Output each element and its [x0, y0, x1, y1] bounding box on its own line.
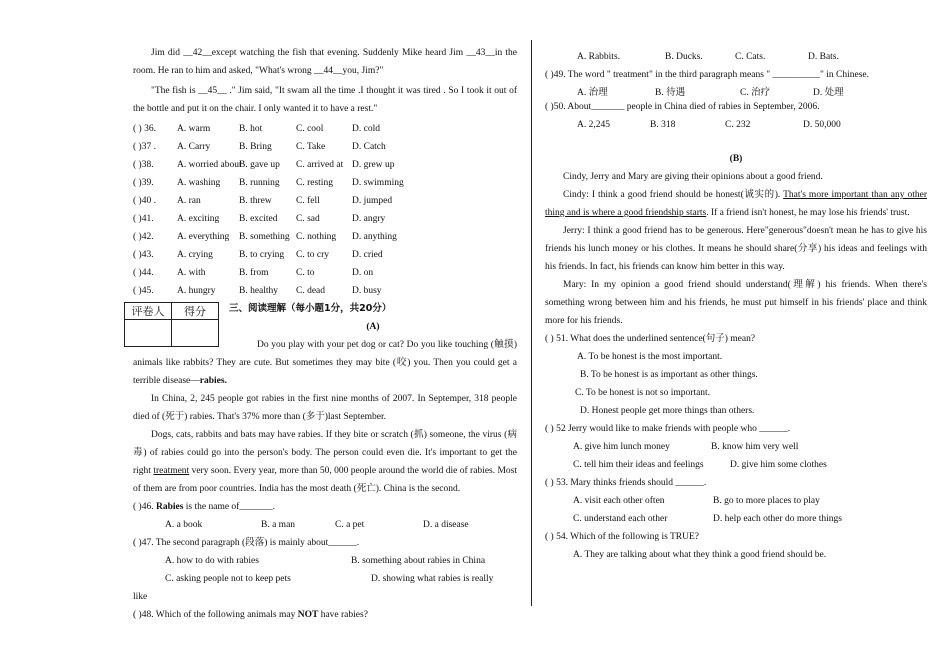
q52-options-row2 — [545, 456, 927, 474]
q52-stem: ( ) 52 Jerry would like to make friends with people who ______. — [545, 424, 791, 434]
q47-option-b[interactable]: B. something about rabies in China — [351, 556, 486, 566]
q50-option-b[interactable]: B. 318 — [650, 120, 676, 130]
score-cell[interactable] — [172, 320, 219, 347]
q52-option-a[interactable]: A. give him lunch money — [573, 442, 670, 452]
cloze-question-row — [133, 138, 517, 156]
q53-option-b[interactable]: B. go to more places to play — [713, 496, 820, 506]
reviewer-cell[interactable] — [125, 320, 172, 347]
q49-option-b[interactable]: B. 待遇 — [655, 88, 686, 98]
cloze-option[interactable]: C. nothing — [296, 232, 337, 242]
q48-option-b[interactable]: B. Ducks. — [665, 52, 703, 62]
section3-header — [133, 300, 517, 356]
cloze-option[interactable]: B. running — [239, 178, 280, 188]
cloze-option[interactable]: D. cold — [352, 124, 380, 134]
q53-option-c[interactable]: C. understand each other — [573, 514, 668, 524]
q46-option[interactable]: A. a book — [165, 520, 203, 530]
q53-option-a[interactable]: A. visit each other often — [573, 496, 665, 506]
cloze-option[interactable]: B. healthy — [239, 286, 279, 296]
q48-option-c[interactable]: C. Cats. — [735, 52, 766, 62]
cloze-question-row — [133, 282, 517, 300]
left-column — [133, 44, 517, 624]
cloze-option[interactable]: C. sad — [296, 214, 320, 224]
cloze-question-row — [133, 156, 517, 174]
q54-stem: ( ) 54. Which of the following is TRUE? — [545, 532, 699, 542]
q46-option[interactable]: D. a disease — [423, 520, 469, 530]
cloze-question-row — [133, 192, 517, 210]
column-divider — [531, 40, 532, 606]
q49-option-c[interactable]: C. 治疗 — [740, 88, 771, 98]
q48-options — [545, 48, 927, 66]
passage-b-jerry: Jerry: I think a good friend has to be generous. Here"generous"doesn't mean he has to give his friends his lunch money or his clothes. It means he should share(分享) his ideas and feelings with his friends. In fact, his friends can know him better in this way. — [545, 226, 927, 272]
question-number[interactable]: ( )41. — [133, 214, 154, 224]
q47-option-d[interactable]: D. showing what rabies is really — [371, 574, 494, 584]
q46-option[interactable]: B. a man — [261, 520, 296, 530]
q50-stem: ( )50. About_______ people in China died of rabies in September, 2006. — [545, 102, 820, 112]
q49-option-a[interactable]: A. 治理 — [577, 88, 608, 98]
question-number[interactable]: ( )40 . — [133, 196, 156, 206]
reviewer-label: 评卷人 — [125, 303, 172, 320]
cloze-option[interactable]: A. with — [177, 268, 206, 278]
cloze-option[interactable]: B. threw — [239, 196, 272, 206]
q52-options-row1 — [545, 438, 927, 456]
q47-option-c[interactable]: C. asking people not to keep pets — [165, 574, 291, 584]
cloze-option[interactable]: B. from — [239, 268, 269, 278]
cloze-question-row — [133, 120, 517, 138]
q53-options-row1 — [545, 492, 927, 510]
question-number[interactable]: ( )37 . — [133, 142, 156, 152]
passage-b-mary: Mary: In my opinion a good friend should understand(理解) his friends. When there's something wrong between him and his friends, he must put himself in his friends' place and think more for his friends. — [545, 280, 927, 326]
passage-b-intro: Cindy, Jerry and Mary are giving their opinions about a good friend. — [563, 172, 823, 182]
cloze-option[interactable]: D. angry — [352, 214, 386, 224]
section3-title: 三、阅读理解（每小题1分，共20分） — [229, 303, 392, 314]
cloze-option[interactable]: D. busy — [352, 286, 382, 296]
q51-option-b[interactable]: B. To be honest is as important as other things. — [580, 370, 758, 380]
cloze-question-row — [133, 264, 517, 282]
cloze-question-row — [133, 246, 517, 264]
underlined-sentence: That's more important than any other thing and is where a good friendship starts — [545, 190, 927, 218]
score-label: 得分 — [172, 303, 219, 320]
q49-options — [545, 84, 927, 102]
cloze-option[interactable]: A. hungry — [177, 286, 216, 296]
cloze-option[interactable]: A. Carry — [177, 142, 211, 152]
score-box — [124, 302, 219, 347]
cloze-option[interactable]: D. jumped — [352, 196, 393, 206]
cloze-option[interactable]: A. worried about — [177, 160, 242, 170]
question-number[interactable]: ( )43. — [133, 250, 154, 260]
q49-option-d[interactable]: D. 处理 — [813, 88, 844, 98]
right-column — [545, 44, 927, 564]
cloze-option[interactable]: D. on — [352, 268, 374, 278]
passage-b-label: (B) — [729, 154, 743, 164]
cloze-question-row — [133, 210, 517, 228]
cloze-option[interactable]: B. Bring — [239, 142, 272, 152]
q49-stem: ( )49. The word " treatment" in the third paragraph means " __________" in Chinese. — [545, 70, 870, 80]
cloze-paragraph-1: Jim did __42__except watching the fish that evening. Suddenly Mike heard Jim __43__in the room. He ran to him and asked, "What's wrong __44__you, Jim?" — [133, 48, 517, 76]
cloze-option[interactable]: D. anything — [352, 232, 397, 242]
cloze-option[interactable]: B. to crying — [239, 250, 285, 260]
q46-stem: ( )46. Rabies is the name of_______. — [133, 502, 275, 512]
q53-stem: ( ) 53. Mary thinks friends should ______. — [545, 478, 707, 488]
q47-stem: ( )47. The second paragraph (段落) is mainly about______. — [133, 538, 360, 548]
cloze-option[interactable]: A. crying — [177, 250, 213, 260]
cloze-option[interactable]: A. warm — [177, 124, 211, 134]
q50-option-d[interactable]: D. 50,000 — [803, 120, 841, 130]
question-number[interactable]: ( ) 36. — [133, 124, 156, 134]
q50-option-a[interactable]: A. 2,245 — [577, 120, 610, 130]
q48-option-d[interactable]: D. Bats. — [808, 52, 839, 62]
q52-option-d[interactable]: D. give him some clothes — [730, 460, 827, 470]
q48-option-a[interactable]: A. Rabbits. — [577, 52, 621, 62]
rabies-term: rabies. — [199, 376, 227, 386]
question-number[interactable]: ( )38. — [133, 160, 154, 170]
cloze-option[interactable]: C. cool — [296, 124, 324, 134]
cloze-option[interactable]: B. something — [239, 232, 290, 242]
question-number[interactable]: ( )44. — [133, 268, 154, 278]
q48-stem: ( )48. Which of the following animals may NOT have rabies? — [133, 610, 368, 620]
q53-option-d[interactable]: D. help each other do more things — [713, 514, 843, 524]
q47-options-row2 — [133, 570, 517, 588]
cloze-option[interactable]: B. gave up — [239, 160, 280, 170]
q51-option-a[interactable]: A. To be honest is the most important. — [577, 352, 723, 362]
cloze-option[interactable]: B. hot — [239, 124, 263, 134]
cloze-option[interactable]: A. washing — [177, 178, 221, 188]
q52-option-b[interactable]: B. know him very well — [711, 442, 799, 452]
q47-options-row1 — [133, 552, 517, 570]
cloze-question-list — [133, 120, 517, 300]
cloze-option[interactable]: A. everything — [177, 232, 230, 242]
cloze-question-row — [133, 228, 517, 246]
cloze-option[interactable]: A. ran — [177, 196, 201, 206]
cloze-option[interactable]: D. Catch — [352, 142, 386, 152]
cloze-option[interactable]: B. excited — [239, 214, 278, 224]
q50-option-c[interactable]: C. 232 — [725, 120, 751, 130]
cloze-option[interactable]: C. fell — [296, 196, 320, 206]
cloze-question-row — [133, 174, 517, 192]
passage-b-cindy: Cindy: I think a good friend should be honest(诚实的). That's more important than any other thing and is where a good friendship starts. If a friend isn't honest, he may lose his friends' trust. — [545, 190, 927, 218]
q50-options — [545, 116, 927, 134]
passage-a-paragraph-2: In China, 2, 245 people got rabies in the first nine months of 2007. In Septemper, 318 people died of (死于) rabies. That's 37% more than (多于)last September. — [133, 394, 517, 422]
passage-a-paragraph-1: Do you play with your pet dog or cat? Do you like touching (触摸) animals like rabbits? They are cute. But sometimes they may bite (咬) you. Then you could get a terrible disease—rabies. — [133, 340, 517, 386]
treatment-word: treatment — [153, 466, 190, 476]
cloze-option[interactable]: C. Take — [296, 142, 326, 152]
q51-stem: ( ) 51. What does the underlined sentence(句子) mean? — [545, 334, 756, 344]
cloze-option[interactable]: D. cried — [352, 250, 383, 260]
cloze-option[interactable]: C. dead — [296, 286, 326, 296]
q51-option-c[interactable]: C. To be honest is not so important. — [575, 388, 711, 398]
cloze-paragraph-2: "The fish is __45__ ." Jim said, "It swam all the time .I thought it was tired . So I took it out of the bottle and put it on the chair. I only wanted it to have a rest." — [133, 86, 517, 114]
cloze-option[interactable]: C. arrived at — [296, 160, 344, 170]
cloze-option[interactable]: C. to — [296, 268, 315, 278]
q53-options-row2 — [545, 510, 927, 528]
q54-option-a[interactable]: A. They are talking about what they think a good friend should be. — [573, 550, 827, 560]
q46-options — [133, 516, 517, 534]
cloze-option[interactable]: D. grew up — [352, 160, 395, 170]
cloze-option[interactable]: C. resting — [296, 178, 333, 188]
q46-option[interactable]: C. a pet — [335, 520, 365, 530]
cloze-option[interactable]: D. swimming — [352, 178, 404, 188]
q47-option-d-continued: like — [133, 592, 148, 602]
cloze-option[interactable]: C. to cry — [296, 250, 329, 260]
passage-a-label: (A) — [366, 322, 380, 332]
question-number[interactable]: ( )45. — [133, 286, 154, 296]
q52-option-c[interactable]: C. tell him their ideas and feelings — [573, 460, 704, 470]
cloze-option[interactable]: A. exciting — [177, 214, 220, 224]
passage-a-paragraph-3: Dogs, cats, rabbits and bats may have rabies. If they bite or scratch (抓) someone, the virus (病毒) of rabies could go into the person's body. The person could even die. It's important to get the right treatment very soon. Every year, more than 50, 000 people around the world die of rabies. Most of them are from poor countries. India has the most death (死亡). China is the second. — [133, 430, 518, 494]
question-number[interactable]: ( )42. — [133, 232, 154, 242]
question-number[interactable]: ( )39. — [133, 178, 154, 188]
q51-option-d[interactable]: D. Honest people get more things than others. — [580, 406, 755, 416]
q47-option-a[interactable]: A. how to do with rabies — [165, 556, 259, 566]
